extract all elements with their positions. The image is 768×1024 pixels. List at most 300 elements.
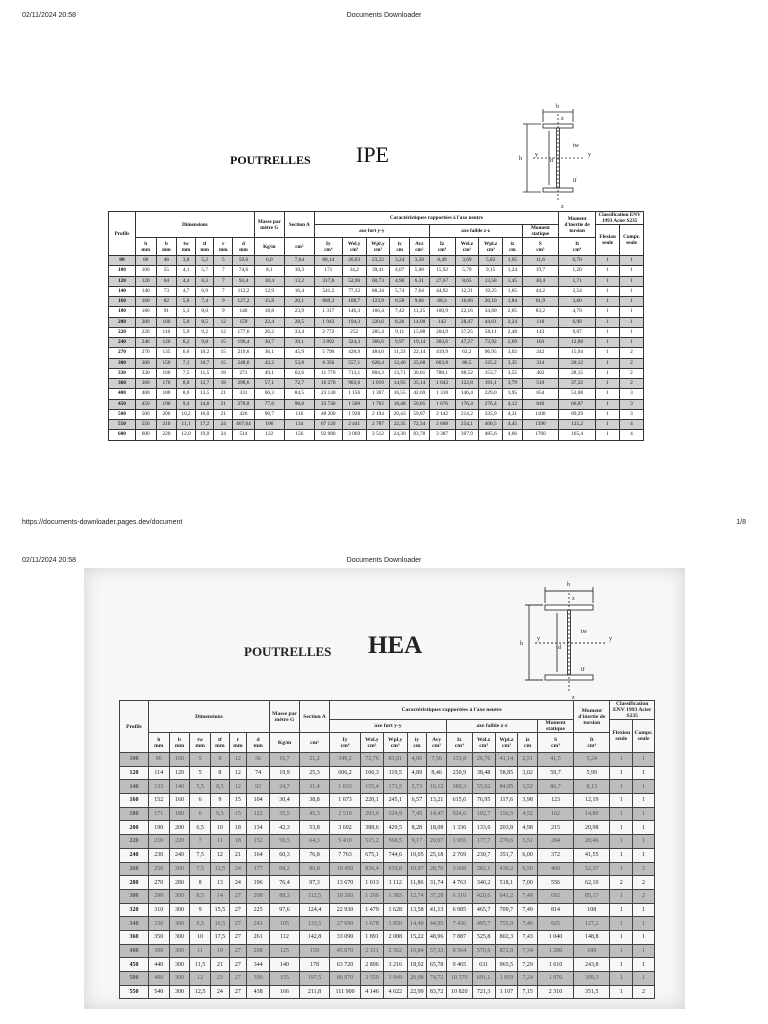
ipe-col-header bbox=[479, 238, 503, 256]
table-cell: 62,10 bbox=[574, 876, 610, 890]
ipe-col-header bbox=[559, 238, 596, 256]
table-cell: 20,03 bbox=[342, 256, 366, 266]
table-cell: 713,1 bbox=[342, 368, 366, 378]
table-cell: 1 bbox=[610, 944, 633, 958]
ipe-col-unit: cm⁴ bbox=[324, 246, 333, 253]
table-cell: 159 bbox=[233, 317, 255, 327]
table-cell: 1 bbox=[633, 753, 655, 767]
table-cell: 16 270 bbox=[314, 379, 342, 389]
table-cell: 1 013 bbox=[361, 876, 384, 890]
table-cell: 73,92 bbox=[479, 338, 503, 348]
table-cell: 419,9 bbox=[429, 348, 455, 358]
hea-diagram-label-z: z bbox=[572, 596, 575, 602]
ipe-col-symbol: Avz bbox=[415, 240, 424, 247]
table-cell: 7,5 bbox=[190, 862, 211, 876]
table-cell: 2 562 bbox=[383, 944, 407, 958]
table-row bbox=[109, 368, 644, 378]
table-cell: 62,6 bbox=[284, 368, 314, 378]
table-cell: 86,7 bbox=[537, 780, 573, 794]
table-cell: 5,24 bbox=[574, 753, 610, 767]
table-cell: 62,2 bbox=[455, 348, 479, 358]
table-cell: 654 bbox=[522, 389, 558, 399]
table-cell: 28,46 bbox=[574, 835, 610, 849]
profile-cell: 120 bbox=[120, 766, 149, 780]
ipe-col-unit: cm⁴ bbox=[573, 246, 582, 253]
table-cell: 140 bbox=[270, 958, 300, 972]
table-cell: 112,2 bbox=[233, 286, 255, 296]
table-cell: 100 bbox=[169, 753, 190, 767]
table-cell: 86 970 bbox=[330, 972, 361, 986]
table-cell: 11 770 bbox=[314, 368, 342, 378]
table-cell: 243 bbox=[247, 917, 270, 931]
table-cell: 460 bbox=[537, 862, 573, 876]
table-cell: 38,8 bbox=[300, 794, 330, 808]
table-cell: 290 bbox=[148, 889, 169, 903]
table-cell: 11 bbox=[190, 944, 211, 958]
table-cell: 6 bbox=[190, 807, 211, 821]
hea-units-row bbox=[120, 733, 655, 753]
table-cell: 755,9 bbox=[495, 917, 518, 931]
hea-col-header bbox=[383, 733, 407, 753]
table-cell: 10,12 bbox=[427, 780, 447, 794]
table-cell: 7 bbox=[214, 276, 233, 286]
table-cell: 1,45 bbox=[503, 276, 523, 286]
table-cell: 76,95 bbox=[472, 794, 495, 808]
table-row bbox=[120, 958, 655, 972]
table-cell: 1,20 bbox=[559, 266, 596, 276]
table-cell: 19,25 bbox=[479, 286, 503, 296]
table-row bbox=[120, 985, 655, 999]
table-cell: 171 bbox=[314, 266, 342, 276]
table-cell: 298,6 bbox=[233, 379, 255, 389]
table-cell: 8,65 bbox=[455, 276, 479, 286]
table-cell: 11 bbox=[211, 835, 230, 849]
profile-cell: 180 bbox=[120, 807, 149, 821]
table-cell: 49,1 bbox=[254, 368, 284, 378]
table-cell: 378,8 bbox=[233, 399, 255, 409]
table-cell: 10,97 bbox=[407, 862, 427, 876]
table-cell: 1 383 bbox=[383, 889, 407, 903]
table-cell: 300 bbox=[169, 958, 190, 972]
hea-section-diagram bbox=[515, 575, 625, 700]
table-cell: 248,6 bbox=[233, 358, 255, 368]
table-cell: 9,5 bbox=[190, 917, 211, 931]
hea-table bbox=[119, 700, 655, 999]
table-cell: 22,14 bbox=[409, 348, 429, 358]
hea-col-unit: cm³ bbox=[551, 742, 560, 749]
profile-cell: 80 bbox=[109, 256, 136, 266]
table-cell: 3 216 bbox=[383, 958, 407, 972]
table-cell: 2,69 bbox=[503, 338, 523, 348]
table-cell: 6,00 bbox=[518, 848, 538, 862]
table-cell: 97,3 bbox=[300, 876, 330, 890]
table-cell: 53,8 bbox=[300, 821, 330, 835]
table-cell: 177,6 bbox=[233, 327, 255, 337]
table-cell: 44,95 bbox=[427, 917, 447, 931]
table-cell: 3,58 bbox=[409, 256, 429, 266]
table-cell: 30,4 bbox=[270, 794, 300, 808]
table-cell: 108 bbox=[574, 903, 610, 917]
table-cell: 25,68 bbox=[409, 358, 429, 368]
table-cell: 72,7 bbox=[284, 379, 314, 389]
table-cell: 344 bbox=[247, 958, 270, 972]
table-cell: 1 040 bbox=[537, 930, 573, 944]
table-cell: 8,5 bbox=[211, 780, 230, 794]
ipe-th-axe-faible: axe faible z-z bbox=[429, 225, 522, 238]
table-cell: 5,6 bbox=[177, 317, 196, 327]
table-cell: 2 bbox=[633, 876, 655, 890]
table-cell: 298 bbox=[247, 944, 270, 958]
table-cell: 200 bbox=[169, 821, 190, 835]
table-cell: 67 120 bbox=[314, 420, 342, 430]
ipe-table bbox=[108, 211, 644, 441]
table-cell: 7,24 bbox=[518, 972, 538, 986]
table-cell: 1 bbox=[620, 307, 644, 317]
profile-cell: 160 bbox=[120, 794, 149, 808]
ipe-col-symbol: iy bbox=[397, 240, 402, 247]
table-cell: 155 bbox=[270, 972, 300, 986]
profile-cell: 140 bbox=[120, 780, 149, 794]
table-cell: 1 928 bbox=[342, 409, 366, 419]
table-cell: 133 bbox=[148, 780, 169, 794]
table-cell: 15,94 bbox=[559, 348, 596, 358]
table-cell: 123 bbox=[537, 794, 573, 808]
hea-col-symbol: tw bbox=[197, 736, 204, 743]
table-cell: 27 bbox=[229, 944, 247, 958]
table-cell: 21,2 bbox=[300, 753, 330, 767]
table-cell: 178 bbox=[300, 958, 330, 972]
table-cell: 6,6 bbox=[177, 348, 196, 358]
hea-col-symbol: Iz bbox=[457, 736, 462, 743]
table-cell: 37,28 bbox=[427, 889, 447, 903]
table-row bbox=[120, 972, 655, 986]
table-cell: 1 318 bbox=[429, 389, 455, 399]
table-cell: 190 bbox=[148, 821, 169, 835]
table-cell: 104 bbox=[247, 794, 270, 808]
ipe-th-masse: Masse par mètre G bbox=[254, 212, 284, 238]
ipe-diagram-label-y2: y bbox=[588, 152, 591, 158]
table-cell: 26,10 bbox=[479, 297, 503, 307]
table-cell: 189 bbox=[574, 944, 610, 958]
table-cell: 1 107 bbox=[495, 985, 518, 999]
ipe-col-unit: mm bbox=[162, 246, 171, 253]
table-cell: 7,00 bbox=[518, 876, 538, 890]
ipe-col-header bbox=[177, 238, 196, 256]
table-row bbox=[109, 420, 644, 430]
table-cell: 48,96 bbox=[427, 930, 447, 944]
hea-col-unit: cm³ bbox=[390, 742, 400, 749]
table-cell: 52,37 bbox=[574, 862, 610, 876]
table-cell: 1 bbox=[620, 256, 644, 266]
table-cell: 14,47 bbox=[427, 807, 447, 821]
table-cell: 300 bbox=[169, 917, 190, 931]
table-cell: 133,6 bbox=[472, 821, 495, 835]
table-cell: 18 260 bbox=[330, 889, 361, 903]
table-cell: 180 bbox=[135, 307, 156, 317]
table-cell: 191,1 bbox=[479, 379, 503, 389]
table-cell: 485,6 bbox=[479, 430, 503, 440]
table-cell: 8,6 bbox=[177, 389, 196, 399]
table-cell: 2 bbox=[620, 368, 644, 378]
table-cell: 44,61 bbox=[479, 317, 503, 327]
table-cell: 112 bbox=[270, 930, 300, 944]
table-cell: 5,51 bbox=[518, 835, 538, 849]
ipe-label: POUTRELLES bbox=[230, 153, 311, 167]
table-cell: 1 bbox=[620, 266, 644, 276]
hea-col-header bbox=[330, 733, 361, 753]
table-cell: 10,2 bbox=[177, 409, 196, 419]
table-cell: 220 bbox=[169, 835, 190, 849]
table-cell: 24 bbox=[229, 862, 247, 876]
table-cell: 7,43 bbox=[518, 930, 538, 944]
table-cell: 72,76 bbox=[361, 753, 384, 767]
table-cell: 12,88 bbox=[559, 338, 596, 348]
table-cell: 802,3 bbox=[495, 930, 518, 944]
table-cell: 500 bbox=[135, 409, 156, 419]
table-cell: 1 043 bbox=[429, 379, 455, 389]
table-cell: 7,1 bbox=[177, 358, 196, 368]
ipe-diagram-label-tf: tf bbox=[573, 178, 577, 184]
table-cell: 165,4 bbox=[559, 430, 596, 440]
table-cell: 120 bbox=[169, 766, 190, 780]
table-cell: 271 bbox=[233, 368, 255, 378]
table-cell: 18 bbox=[229, 821, 247, 835]
table-cell: 58,11 bbox=[479, 327, 503, 337]
table-cell: 11,1 bbox=[177, 420, 196, 430]
table-cell: 2,24 bbox=[503, 317, 523, 327]
table-cell: 317,8 bbox=[314, 276, 342, 286]
table-cell: 203,8 bbox=[495, 821, 518, 835]
table-cell: 2 311 bbox=[361, 944, 384, 958]
footer-page: 1/8 bbox=[736, 519, 746, 526]
table-cell: 166,4 bbox=[366, 307, 390, 317]
hea-col-symbol: It bbox=[589, 736, 594, 743]
hea-col-symbol: h bbox=[157, 736, 161, 743]
table-cell: 1,65 bbox=[503, 286, 523, 296]
table-cell: 2 787 bbox=[366, 420, 390, 430]
table-cell: 24 bbox=[214, 430, 233, 440]
table-cell: 76,8 bbox=[300, 848, 330, 862]
table-cell: 21 bbox=[211, 958, 230, 972]
table-cell: 24 bbox=[211, 985, 230, 999]
table-cell: 230,9 bbox=[446, 766, 472, 780]
ipe-col-unit: mm bbox=[181, 246, 191, 253]
profile-cell: 300 bbox=[109, 358, 136, 368]
table-cell: 389,3 bbox=[446, 780, 472, 794]
table-cell: 20,1 bbox=[284, 297, 314, 307]
hea-col-unit: cm⁴ bbox=[587, 742, 597, 749]
table-cell: 1 bbox=[596, 379, 620, 389]
table-cell: 5,79 bbox=[455, 266, 479, 276]
table-cell: 340,2 bbox=[472, 876, 495, 890]
table-cell: 1 112 bbox=[383, 876, 407, 890]
table-cell: 220,6 bbox=[366, 317, 390, 327]
table-cell: 270 bbox=[135, 348, 156, 358]
table-cell: 16,66 bbox=[455, 297, 479, 307]
table-cell: 1 bbox=[620, 286, 644, 296]
ipe-col-header bbox=[366, 238, 390, 256]
table-cell: 9,97 bbox=[390, 338, 410, 348]
table-cell: 143 bbox=[522, 327, 558, 337]
hea-col-unit: mm bbox=[174, 742, 185, 749]
table-cell: 3,02 bbox=[518, 766, 538, 780]
table-cell: 556 bbox=[537, 876, 573, 890]
table-cell: 30,4 bbox=[522, 276, 558, 286]
ipe-th-classification: Classification ENV 1993 Acier S235 bbox=[596, 212, 644, 225]
table-cell: 606,2 bbox=[330, 766, 361, 780]
table-cell: 2 310 bbox=[537, 985, 573, 999]
table-cell: 4 622 bbox=[383, 985, 407, 999]
table-cell: 24 bbox=[229, 876, 247, 890]
table-cell: 219,6 bbox=[233, 348, 255, 358]
ipe-th-flexion: Flexion seule bbox=[596, 225, 620, 256]
table-cell: 8,0 bbox=[195, 307, 214, 317]
profile-cell: 360 bbox=[109, 379, 136, 389]
table-cell: 849 bbox=[522, 399, 558, 409]
ipe-col-unit: mm bbox=[141, 246, 151, 253]
ipe-col-unit: mm bbox=[239, 246, 248, 253]
table-cell: 123,9 bbox=[366, 297, 390, 307]
table-cell: 125,2 bbox=[559, 420, 596, 430]
table-cell: 450 bbox=[135, 399, 156, 409]
header-title-2: Documents Downloader bbox=[346, 557, 422, 564]
table-cell: 3 bbox=[620, 409, 644, 419]
table-cell: 155,4 bbox=[361, 780, 384, 794]
table-cell: 56 bbox=[247, 753, 270, 767]
table-row bbox=[120, 944, 655, 958]
table-cell: 570,9 bbox=[472, 944, 495, 958]
table-cell: 15 bbox=[214, 338, 233, 348]
table-cell: 60,73 bbox=[366, 276, 390, 286]
table-cell: 3 692 bbox=[330, 821, 361, 835]
hea-table-body bbox=[120, 753, 655, 999]
table-cell: 127,2 bbox=[233, 297, 255, 307]
table-cell: 1 bbox=[620, 327, 644, 337]
table-cell: 11,6 bbox=[522, 256, 558, 266]
table-cell: 50,5 bbox=[270, 835, 300, 849]
table-cell: 1 bbox=[596, 430, 620, 440]
hea-th-caract: Caractéristiques rapportées à l'axe neutre bbox=[330, 701, 574, 720]
ipe-col-header bbox=[254, 238, 284, 256]
table-cell: 166 bbox=[270, 985, 300, 999]
ipe-th-caract: Caractéristiques rapportées à l'axe neutre bbox=[314, 212, 558, 225]
table-cell: 28,5 bbox=[284, 317, 314, 327]
table-cell: 5,82 bbox=[479, 256, 503, 266]
table-cell: 3 387 bbox=[429, 430, 455, 440]
table-row bbox=[109, 266, 644, 276]
table-cell: 55,62 bbox=[472, 780, 495, 794]
table-cell: 146,4 bbox=[455, 389, 479, 399]
table-cell: 6 bbox=[190, 794, 211, 808]
table-cell: 42,69 bbox=[409, 389, 429, 399]
table-cell: 122 bbox=[247, 807, 270, 821]
table-cell: 804,3 bbox=[366, 368, 390, 378]
table-cell: 300 bbox=[169, 985, 190, 999]
table-cell: 1 bbox=[620, 317, 644, 327]
table-cell: 208 bbox=[247, 889, 270, 903]
ipe-col-header bbox=[214, 238, 233, 256]
ipe-col-symbol: h bbox=[144, 240, 148, 247]
table-cell: 100,9 bbox=[429, 307, 455, 317]
hea-col-symbol: Wpl.z bbox=[499, 736, 514, 743]
table-cell: 214,2 bbox=[455, 409, 479, 419]
table-cell: 6,58 bbox=[390, 297, 410, 307]
hea-label: POUTRELLES bbox=[244, 644, 332, 659]
table-cell: 1 bbox=[633, 958, 655, 972]
hea-col-header bbox=[190, 733, 211, 753]
hea-diagram-label-d: d bbox=[558, 645, 561, 651]
table-cell: 2 bbox=[620, 358, 644, 368]
table-cell: 260 bbox=[169, 862, 190, 876]
table-cell: 48 200 bbox=[314, 409, 342, 419]
table-cell: 1 019 bbox=[366, 379, 390, 389]
profile-cell: 120 bbox=[109, 276, 136, 286]
table-cell: 152 bbox=[148, 794, 169, 808]
table-cell: 3 892 bbox=[314, 338, 342, 348]
table-cell: 76,4 bbox=[270, 876, 300, 890]
table-cell: 550 bbox=[135, 420, 156, 430]
table-cell: 18 bbox=[229, 835, 247, 849]
ipe-diagram-label-h: h bbox=[519, 156, 522, 162]
table-cell: 65,78 bbox=[427, 958, 447, 972]
table-cell: 2 668 bbox=[429, 420, 455, 430]
table-cell: 7,5 bbox=[190, 848, 211, 862]
table-cell: 3 bbox=[620, 399, 644, 409]
table-cell: 3,8 bbox=[177, 256, 196, 266]
profile-cell: 300 bbox=[120, 889, 149, 903]
ipe-diagram-label-b: b bbox=[556, 104, 559, 110]
ipe-col-unit: cm² bbox=[415, 246, 424, 253]
table-row bbox=[109, 358, 644, 368]
table-cell: 7,45 bbox=[407, 807, 427, 821]
ipe-col-header bbox=[390, 238, 410, 256]
ipe-diagram-label-z: z bbox=[561, 116, 564, 122]
ipe-col-header bbox=[429, 238, 455, 256]
table-cell: 1 bbox=[633, 930, 655, 944]
table-cell: 4 bbox=[620, 430, 644, 440]
table-row bbox=[120, 848, 655, 862]
table-cell: 3 668 bbox=[446, 862, 472, 876]
table-cell: 9,17 bbox=[407, 835, 427, 849]
hea-col-header bbox=[537, 733, 573, 753]
table-cell: 120 bbox=[156, 338, 177, 348]
hea-col-unit: cm³ bbox=[479, 742, 489, 749]
table-cell: 230,7 bbox=[472, 848, 495, 862]
table-cell: 63 720 bbox=[330, 958, 361, 972]
profile-cell: 360 bbox=[120, 930, 149, 944]
table-cell: 88,3 bbox=[270, 889, 300, 903]
table-cell: 12,5 bbox=[211, 862, 230, 876]
table-cell: 92 bbox=[247, 780, 270, 794]
table-cell: 2,51 bbox=[518, 753, 538, 767]
table-cell: 692 bbox=[537, 889, 573, 903]
ipe-col-unit: cm³ bbox=[462, 246, 471, 253]
table-cell: 1 bbox=[596, 307, 620, 317]
table-cell: 351,7 bbox=[495, 848, 518, 862]
header-datetime: 02/11/2024 20:58 bbox=[22, 12, 76, 19]
table-cell: 8,5 bbox=[195, 317, 214, 327]
table-cell: 41,5 bbox=[537, 753, 573, 767]
table-cell: 13,58 bbox=[407, 903, 427, 917]
table-cell: 641,2 bbox=[495, 889, 518, 903]
hea-col-symbol: S bbox=[553, 736, 558, 743]
table-cell: 34,60 bbox=[479, 307, 503, 317]
ipe-col-symbol: Iz bbox=[439, 240, 445, 247]
table-cell: 42,3 bbox=[270, 821, 300, 835]
table-cell: 59,6 bbox=[233, 256, 255, 266]
table-cell: 1,71 bbox=[559, 276, 596, 286]
table-cell: 100 bbox=[135, 266, 156, 276]
